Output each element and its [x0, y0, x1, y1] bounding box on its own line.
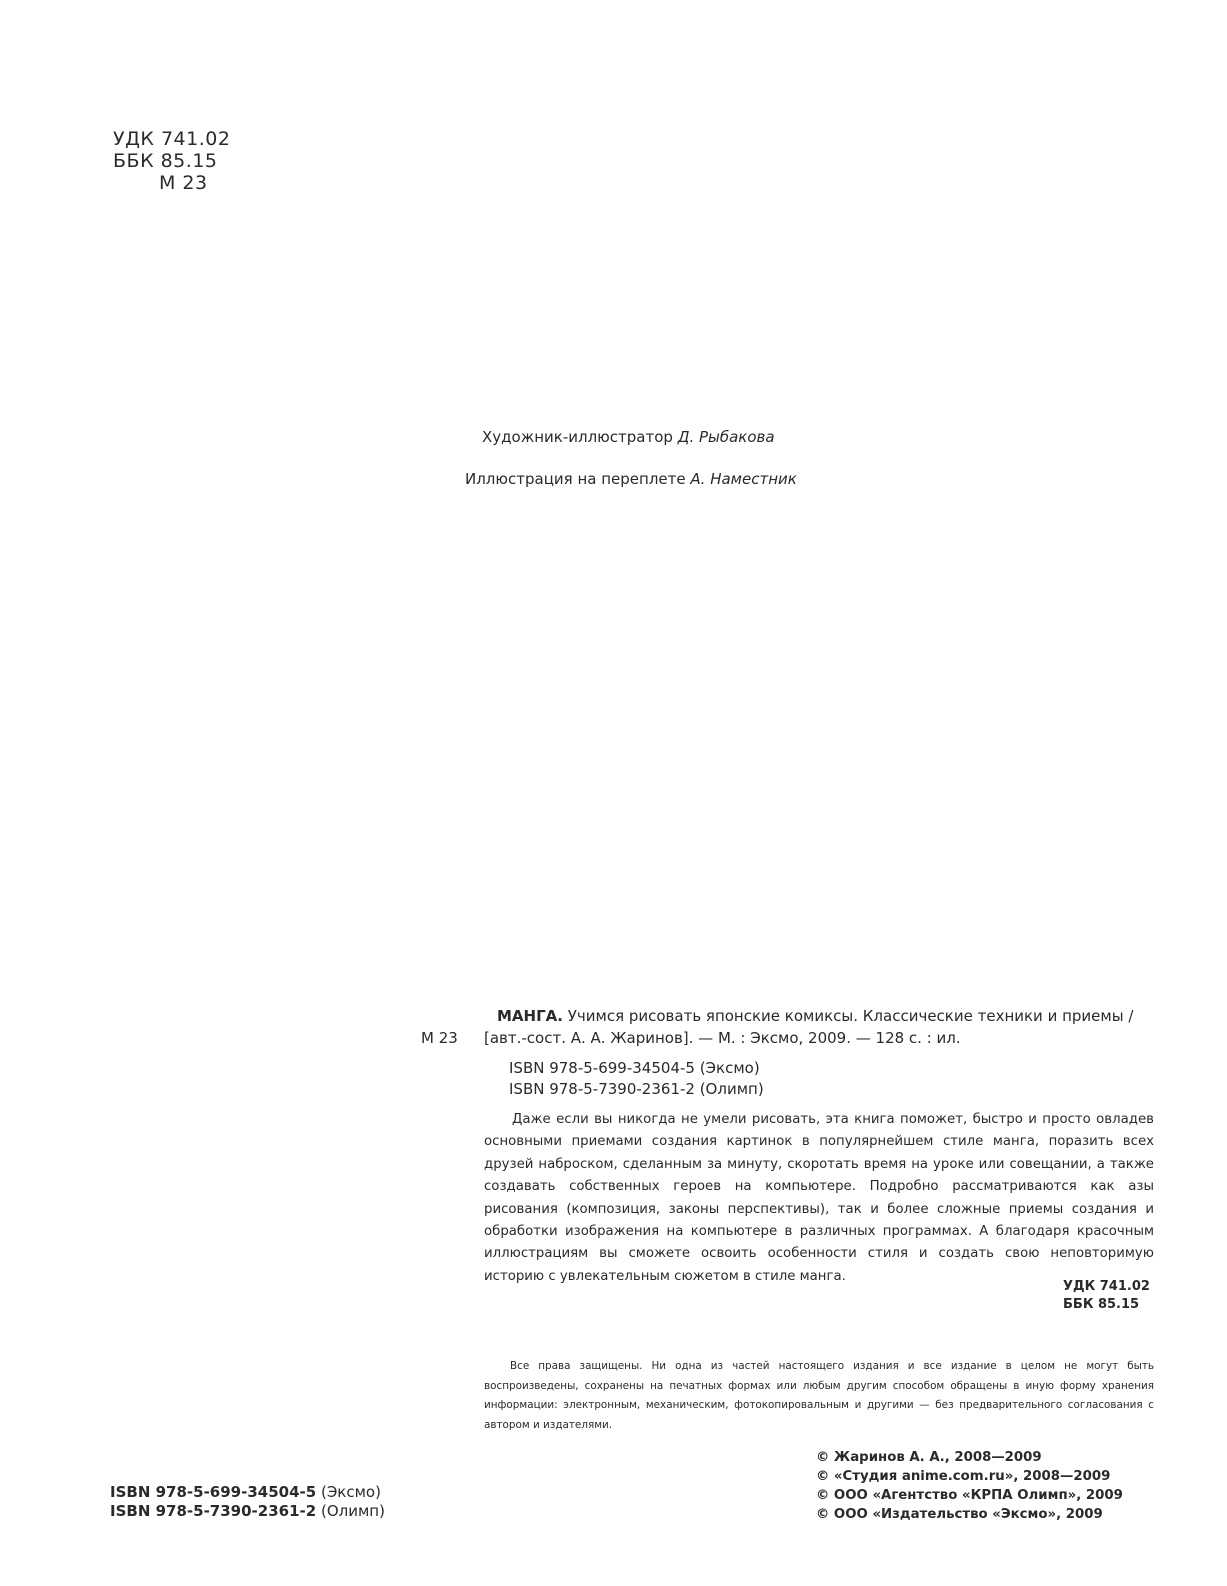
bib-title-rest: Учимся рисовать японские комиксы. Классические техники и приемы /	[567, 1007, 1134, 1025]
bottom-isbn-number: ISBN 978-5-7390-2361-2	[110, 1502, 317, 1520]
bottom-isbn-line	[110, 1483, 385, 1502]
top-classification-codes	[113, 128, 230, 194]
copyright-line: © Жаринов А. А., 2008—2009	[816, 1450, 1042, 1465]
copyright-list	[816, 1448, 1123, 1524]
cover-illustration-label: Иллюстрация на переплете	[465, 470, 686, 488]
bib-isbn-olimp: ISBN 978-5-7390-2361-2 (Олимп)	[509, 1080, 764, 1098]
top-bbk-code: ББК 85.15	[113, 150, 218, 172]
annotation-bbk-code: ББК 85.15	[1063, 1297, 1140, 1312]
bottom-isbn-list	[110, 1483, 385, 1521]
bib-responsibility-line: [авт.-сост. А. А. Жаринов]. — М. : Эксмо, 2009. — 128 с. : ил.	[484, 1029, 961, 1047]
bib-title-line	[497, 1005, 1133, 1027]
annotation-udk-code: УДК 741.02	[1063, 1279, 1150, 1294]
bottom-isbn-publisher: (Олимп)	[320, 1502, 385, 1520]
bottom-isbn-publisher: (Эксмо)	[320, 1483, 381, 1501]
bottom-isbn-line	[110, 1502, 385, 1521]
copyright-line: © ООО «Агентство «КРПА Олимп», 2009	[816, 1488, 1123, 1503]
bib-isbn-eksmo: ISBN 978-5-699-34504-5 (Эксмо)	[509, 1059, 760, 1077]
copyright-line: © ООО «Издательство «Эксмо», 2009	[816, 1507, 1103, 1522]
bib-title-bold: МАНГА.	[497, 1007, 563, 1025]
rights-notice: Все права защищены. Ни одна из частей настоящего издания и все издание в целом не могут быть воспроизведены, сохранены на печатных формах или любым другим способом обращены в иную форму хранения информации: электронным, механическим, фотокопировальным и другими — без предварительного согласования с автором и издателями.	[484, 1360, 1154, 1431]
bib-author-mark: М 23	[421, 1029, 458, 1047]
cover-illustrator-name: А. Наместник	[690, 470, 797, 488]
illustrator-name: Д. Рыбакова	[677, 428, 775, 446]
annotation-paragraph: Даже если вы никогда не умели рисовать, эта книга поможет, быстро и просто овладев основными приемами создания картинок в популярнейшем стиле манга, поразить всех друзей наброском, сделанным за минуту, скоротать время на уроке или совещании, а также создавать собственных героев на компьютере. Подробно рассматриваются как азы рисования (композиция, законы перспективы), так и более сложные приемы создания и обработки изображения на компьютере в различных программах. А благодаря красочным иллюстрациям вы сможете освоить особенности стиля и создать свою неповторимую историю с увлекательным сюжетом в стиле манга.	[484, 1112, 1154, 1284]
top-author-mark: М 23	[159, 172, 208, 194]
copyright-line: © «Студия anime.com.ru», 2008—2009	[816, 1469, 1111, 1484]
cover-illustration-credit	[465, 470, 797, 488]
illustrator-credit	[482, 428, 775, 446]
top-udk-code: УДК 741.02	[113, 128, 231, 150]
bottom-isbn-number: ISBN 978-5-699-34504-5	[110, 1483, 317, 1501]
illustrator-label: Художник-иллюстратор	[482, 428, 673, 446]
